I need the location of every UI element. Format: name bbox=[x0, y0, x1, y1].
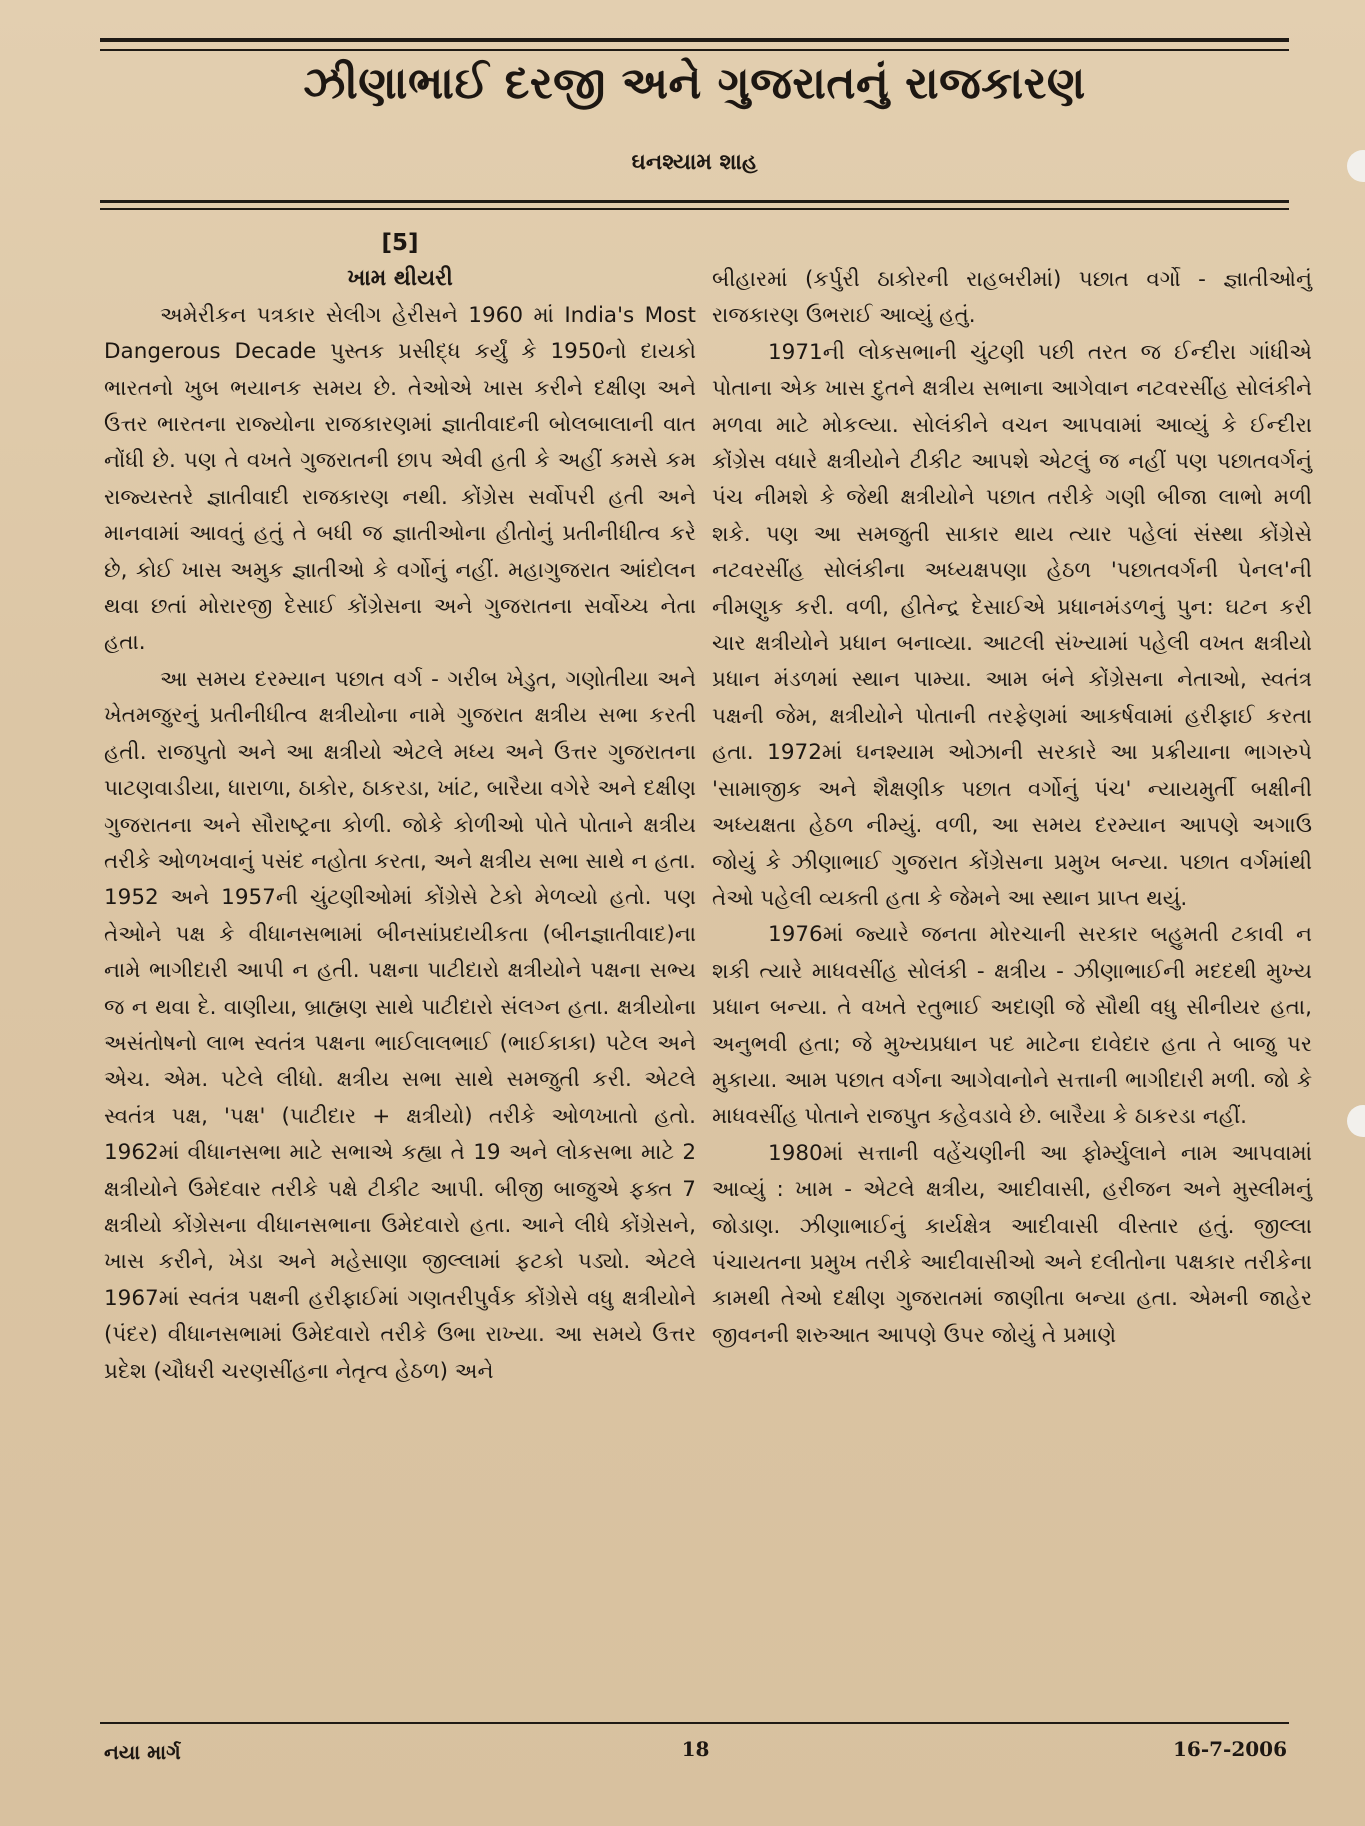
paragraph: 1976માં જ્યારે જનતા મોરચાની સરકાર બહુમતી ટકાવી ન શકી ત્યારે માધવસીંહ સોલંકી - ક્ષત્રીય - ઝીણાભાઈની મદદથી મુખ્ય પ્રધાન બન્યા. તે વખતે રતુભાઈ અદાણી જે સૌથી વધુ સીનીયર હતા, અનુભવી હતા; જે મુખ્યપ્રધાન પદ માટેના દાવેદાર હતા તે બાજુ પર મુકાયા. આમ પછાત વર્ગના આગેવાનોને સત્તાની ભાગીદારી મળી. જો કે માધવસીંહ પોતાને રાજપુત કહેવડાવે છે. બારૈયા કે ઠાકરડા નહીં. bbox=[712, 922, 1312, 1130]
top-rule-thin bbox=[100, 49, 1289, 51]
paragraph: અમેરીકન પત્રકાર સેલીગ હેરીસને 1960 માં India's Most Dangerous Decade પુસ્તક પ્રસીદ્ધ કર્યું કે 1950નો દાયકો ભારતનો ખુબ ભયાનક સમય છે. તેઓએ ખાસ કરીને દક્ષીણ અને ઉત્તર ભારતના રાજ્યોના રાજકારણમાં જ્ઞાતીવાદની બોલબાલાની વાત નોંધી છે. પણ તે વખતે ગુજરાતની છાપ એવી હતી કે અહીં કમસે કમ રાજ્યસ્તરે જ્ઞાતીવાદી રાજકારણ નથી. કોંગ્રેસ સર્વોપરી હતી અને માનવામાં આવતું હતું તે બધી જ જ્ઞાતીઓના હીતોનું પ્રતીનીધીત્વ કરે છે, કોઈ ખાસ અમુક જ્ઞાતીઓ કે વર્ગોનું નહીં. મહાગુજરાત આંદોલન થવા છતાં મોરારજી દેસાઈ કોંગ્રેસના અને ગુજરાતના સર્વોચ્ચ નેતા હતા. bbox=[104, 302, 696, 656]
paragraph: આ સમય દરમ્યાન પછાત વર્ગ - ગરીબ ખેડુત, ગણોતીયા અને ખેતમજુરનું પ્રતીનીધીત્વ ક્ષત્રીયોના નામે ગુજરાત ક્ષત્રીય સભા કરતી હતી. રાજપુતો અને આ ક્ષત્રીયો એટલે મધ્ય અને ઉત્તર ગુજરાતના પાટણવાડીયા, ધારાળા, ઠાકોર, ઠાકરડા, ખાંટ, બારૈયા વગેરે અને દક્ષીણ ગુજરાતના અને સૌરાષ્ટ્રના કોળી. જોકે કોળીઓ પોતે પોતાને ક્ષત્રીય તરીકે ઓળખવાનું પસંદ નહોતા કરતા, અને ક્ષત્રીય સભા સાથે ન હતા. 1952 અને 1957ની ચુંટણીઓમાં કોંગ્રેસે ટેકો મેળવ્યો હતો. પણ તેઓને પક્ષ કે વીધાનસભામાં બીનસાંપ્રદાયીકતા (બીનજ્ઞાતીવાદ)ના નામે ભાગીદારી આપી ન હતી. પક્ષના પાટીદારો ક્ષત્રીયોને પક્ષના સભ્ય જ ન થવા દે. વાણીયા, બ્રાહ્મણ સાથે પાટીદારો સંલગ્ન હતા. ક્ષત્રીયોના અસંતોષનો લાભ સ્વતંત્ર પક્ષના ભાઈલાલભાઈ (ભાઈકાકા) પટેલ અને એચ. એમ. પટેલે લીધો. ક્ષત્રીય સભા સાથે સમજુતી કરી. એટલે સ્વતંત્ર પક્ષ, 'પક્ષ' (પાટીદાર + ક્ષત્રીયો) તરીકે ઓળખાતો હતો. 1962માં વીધાનસભા માટે સભાએ કહ્યા તે 19 અને લોકસભા માટે 2 ક્ષત્રીયોને ઉમેદવાર તરીકે પક્ષે ટીકીટ આપી. બીજી બાજુએ ફક્ત 7 ક્ષત્રીયો કોંગ્રેસના વીધાનસભાના ઉમેદવારો હતા. આને લીધે કોંગ્રેસને, ખાસ કરીને, ખેડા અને મહેસાણા જીલ્લામાં ફટકો પડ્યો. એટલે 1967માં સ્વતંત્ર પક્ષની હરીફાઈમાં ગણતરીપુર્વક કોંગ્રેસે વધુ ક્ષત્રીયોને (પંદર) વીધાનસભામાં ઉમેદવારો તરીકે ઉભા રાખ્યા. આ સમયે ઉત્તર પ્રદેશ (ચૌધરી ચરણસીંહના નેતૃત્વ હેઠળ) અને bbox=[104, 666, 696, 1384]
left-column bbox=[104, 225, 696, 1390]
right-column bbox=[712, 262, 1312, 1354]
punch-hole bbox=[1347, 1105, 1365, 1137]
punch-hole bbox=[1347, 150, 1365, 182]
paragraph: 1971ની લોકસભાની ચુંટણી પછી તરત જ ઈન્દીરા ગાંધીએ પોતાના એક ખાસ દુતને ક્ષત્રીય સભાના આગેવાન નટવરસીંહ સોલંકીને મળવા માટે મોકલ્યા. સોલંકીને વચન આપવામાં આવ્યું કે ઈન્દીરા કોંગ્રેસ વધારે ક્ષત્રીયોને ટીકીટ આપશે એટલું જ નહીં પણ પછાતવર્ગનું પંચ નીમશે કે જેથી ક્ષત્રીયોને પછાત તરીકે ગણી બીજા લાભો મળી શકે. પણ આ સમજુતી સાકાર થાય ત્યાર પહેલાં સંસ્થા કોંગ્રેસે નટવરસીંહ સોલંકીના અધ્યક્ષપણા હેઠળ 'પછાતવર્ગની પેનલ'ની નીમણુક કરી. વળી, હીતેન્દ્ર દેસાઈએ પ્રધાનમંડળનું પુન: ઘટન કરી ચાર ક્ષત્રીયોને પ્રધાન બનાવ્યા. આટલી સંખ્યામાં પહેલી વખત ક્ષત્રીયો પ્રધાન મંડળમાં સ્થાન પામ્યા. આમ બંને કોંગ્રેસના નેતાઓ, સ્વતંત્ર પક્ષની જેમ, ક્ષત્રીયોને પોતાની તરફેણમાં આકર્ષવામાં હરીફાઈ કરતા હતા. 1972માં ઘનશ્યામ ઓઝાની સરકારે આ પ્રક્રીયાના ભાગરુપે 'સામાજીક અને શૈક્ષણીક પછાત વર્ગોનું પંચ' ન્યાયમુર્તી બક્ષીની અધ્યક્ષતા હેઠળ નીમ્યું. વળી, આ સમય દરમ્યાન આપણે અગાઉ જોયું કે ઝીણાભાઈ ગુજરાત કોંગ્રેસના પ્રમુખ બન્યા. પછાત વર્ગમાંથી તેઓ પહેલી વ્યક્તી હતા કે જેમને આ સ્થાન પ્રાપ્ત થયું. bbox=[712, 339, 1312, 911]
top-rule-thick bbox=[100, 38, 1289, 42]
magazine-name: નયા માર્ગ bbox=[104, 1740, 181, 1764]
section-title: ખામ થીયરી bbox=[347, 266, 453, 292]
header-rule-thin bbox=[100, 208, 1289, 210]
footer-rule bbox=[100, 1722, 1289, 1724]
issue-date: 16-7-2006 bbox=[1172, 1737, 1287, 1761]
header-rule-thick bbox=[100, 200, 1289, 203]
section-number: [5] bbox=[381, 230, 419, 256]
paragraph: બીહારમાં (કર્પુરી ઠાકોરની રાહબરીમાં) પછાત વર્ગો - જ્ઞાતીઓનું રાજકારણ ઉભરાઈ આવ્યું હતું. bbox=[712, 267, 1312, 329]
article-title: ઝીણાભાઈ દરજી અને ગુજરાતનું રાજકારણ bbox=[303, 58, 1086, 109]
page-number: 18 bbox=[681, 1737, 710, 1761]
paragraph: 1980માં સત્તાની વહેંચણીની આ ફોર્મ્યુલાને નામ આપવામાં આવ્યું : ખામ - એટલે ક્ષત્રીય, આદીવાસી, હરીજન અને મુસ્લીમનું જોડાણ. ઝીણાભાઈનું કાર્યક્ષેત્ર આદીવાસી વીસ્તાર હતું. જીલ્લા પંચાયતના પ્રમુખ તરીકે આદીવાસીઓ અને દલીતોના પક્ષકાર તરીકેના કામથી તેઓ દક્ષીણ ગુજરાતમાં જાણીતા બન્યા હતા. એમની જાહેર જીવનની શરુઆત આપણે ઉપર જોયું તે પ્રમાણે bbox=[712, 1140, 1312, 1348]
article-author: ઘનશ્યામ શાહ bbox=[631, 150, 758, 175]
